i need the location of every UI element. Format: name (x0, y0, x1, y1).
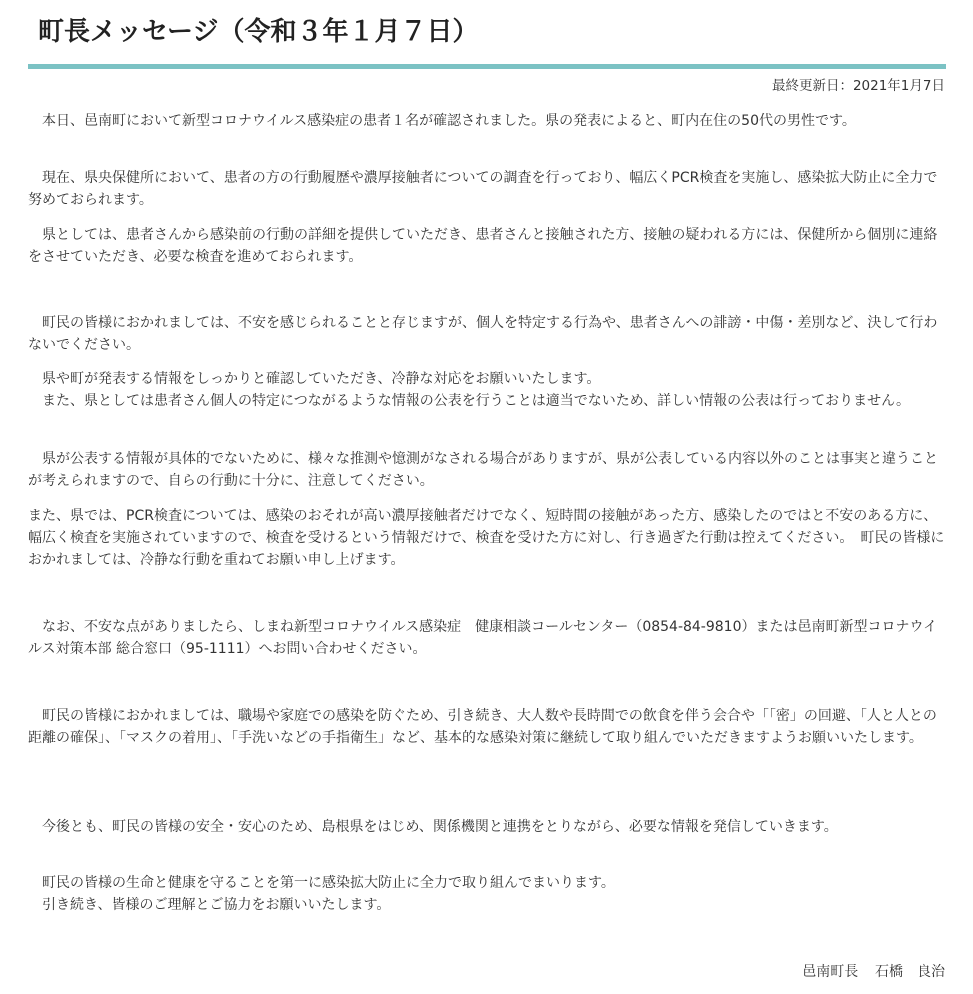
paragraph-investigation: 現在、県央保健所において、患者の方の行動履歴や濃厚接触者についての調査を行っており、幅広くPCR検査を実施し、感染拡大防止に全力で努めておられます。 (28, 170, 938, 208)
paragraph-no-discrimination: 町民の皆様におかれましては、不安を感じられることと存じますが、個人を特定する行為や、患者さんへの誹謗・中傷・差別など、決して行わないでください。 (28, 315, 938, 353)
last-updated-date: 最終更新日：2021年1月7日 (771, 78, 945, 94)
paragraph-check-information: 県や町が発表する情報をしっかりと確認していただき、冷静な対応をお願いいたします。 また、県としては患者さん個人の特定につながるような情報の公表を行うことは適当でないため、詳しい情報の公表は行っておりません。 (41, 371, 910, 409)
paragraph-contact-centers: なお、不安な点がありましたら、しまね新型コロナウイルス感染症 健康相談コールセンター（0854-84-9810）または邑南町新型コロナウイルス対策本部 総合窓口（95-1111）へお問い合わせください。 (28, 619, 938, 657)
paragraph-closing: 町民の皆様の生命と健康を守ることを第一に感染拡大防止に全力で取り組んでまいります。 引き続き、皆様のご理解とご協力をお願いいたします。 (41, 875, 615, 913)
page-title: 町長メッセージ（令和３年１月７日） (38, 17, 479, 47)
paragraph-contact-tracing: 県としては、患者さんから感染前の行動の詳細を提供していただき、患者さんと接触された方、接触の疑われる方には、保健所から個別に連絡をさせていただき、必要な検査を進めておられます。 (28, 227, 938, 265)
paragraph-avoid-speculation: 県が公表する情報が具体的でないために、様々な推測や憶測がなされる場合がありますが、県が公表している内容以外のことは事実と違うことが考えられますので、自らの行動に十分に、注意してください。 (28, 451, 938, 489)
paragraph-infection-measures: 町民の皆様におかれましては、職場や家庭での感染を防ぐため、引き続き、大人数や長時間での飲食を伴う会合や「「密」の回避、「人と人との距離の確保」、「マスクの着用」、「手洗いなどの手指衛生」など、基本的な感染対策に継続して取り組んでいただきますようお願いいたします。 (28, 708, 937, 746)
paragraph-pcr-testing: また、県では、PCR検査については、感染のおそれが高い濃厚接触者だけでなく、短時間の接触があった方、感染したのではと不安のある方に、幅広く検査を実施されていますので、検査を受けるという情報だけで、検査を受けた方に対し、行き過ぎた行動は控えてください。 町民の皆様におかれましては、冷静な行動を重ねてお願い申し上げます。 (28, 508, 945, 568)
signature-office: 邑南町長 (802, 964, 859, 980)
signature (802, 961, 945, 983)
title-underline (28, 64, 946, 69)
paragraph-information-sharing: 今後とも、町民の皆様の安全・安心のため、島根県をはじめ、関係機関と連携をとりながら、必要な情報を発信していきます。 (28, 819, 838, 835)
paragraph-case-confirmed: 本日、邑南町において新型コロナウイルス感染症の患者１名が確認されました。県の発表によると、町内在住の50代の男性です。 (28, 113, 856, 129)
signature-name: 石橋 良治 (875, 964, 945, 980)
